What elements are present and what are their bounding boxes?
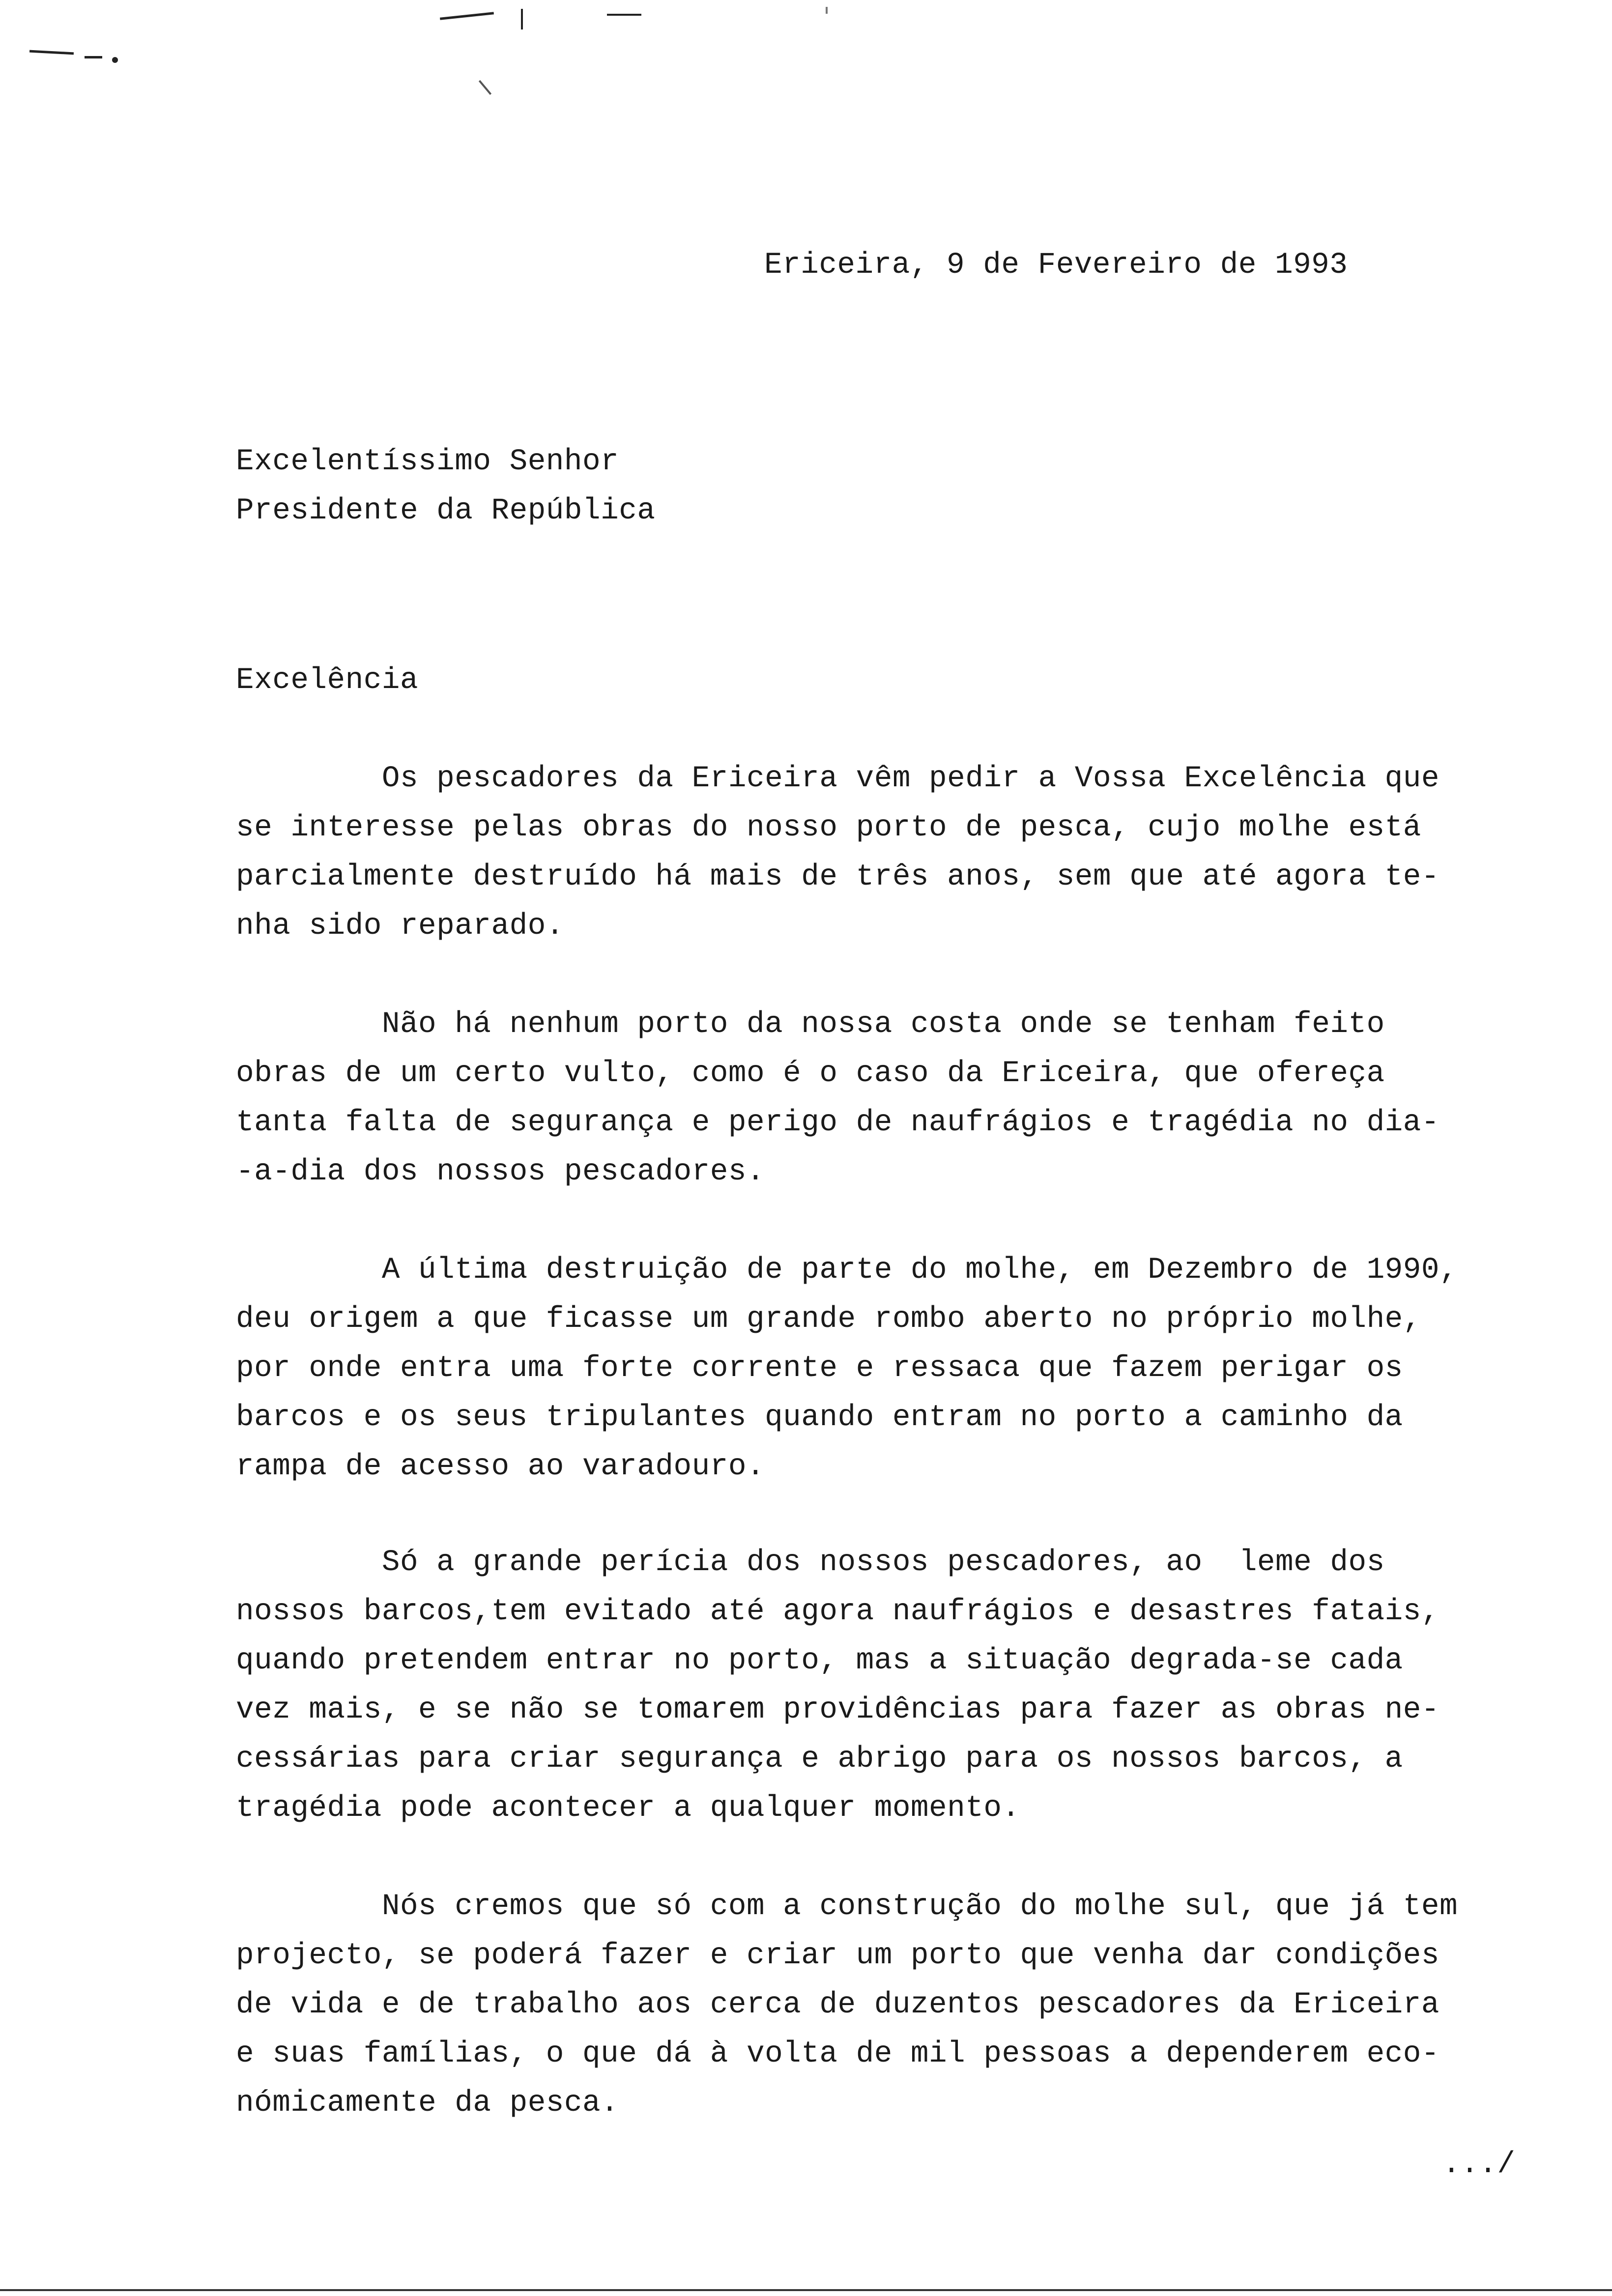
paragraph-line: Nós cremos que só com a construção do molhe sul, que já tem xyxy=(236,1890,1458,1923)
scan-mark xyxy=(440,12,494,20)
paragraph-line: nha sido reparado. xyxy=(236,909,564,943)
scan-mark xyxy=(112,57,118,63)
paragraph-line: -a-dia dos nossos pescadores. xyxy=(236,1155,765,1189)
scan-mark xyxy=(29,50,74,55)
paragraph-line: Não há nenhum porto da nossa costa onde se tenham feito xyxy=(236,1007,1385,1041)
paragraph-line: obras de um certo vulto, como é o caso da Ericeira, que ofereça xyxy=(236,1057,1385,1091)
paragraph-line: tanta falta de segurança e perigo de naufrágios e tragédia no dia- xyxy=(236,1106,1439,1140)
scan-mark xyxy=(607,14,641,16)
paragraph-line: deu origem a que ficasse um grande rombo aberto no próprio molhe, xyxy=(236,1302,1421,1336)
paragraph-line: parcialmente destruído há mais de três anos, sem que até agora te- xyxy=(236,860,1439,894)
paragraph-line: barcos e os seus tripulantes quando entram no porto a caminho da xyxy=(236,1401,1403,1435)
paragraph-line: e suas famílias, o que dá à volta de mil pessoas a dependerem eco- xyxy=(236,2037,1439,2071)
paragraph-line: projecto, se poderá fazer e criar um porto que venha dar condições xyxy=(236,1939,1439,1973)
scan-mark xyxy=(826,7,828,14)
scan-mark xyxy=(85,56,102,58)
paragraph-line: Os pescadores da Ericeira vêm pedir a Vossa Excelência que xyxy=(236,762,1439,796)
paragraph-line: A última destruição de parte do molhe, em Dezembro de 1990, xyxy=(236,1253,1458,1287)
scan-mark xyxy=(521,9,523,29)
paragraph-line: quando pretendem entrar no porto, mas a situação degrada-se cada xyxy=(236,1644,1403,1678)
paragraph-line: cessárias para criar segurança e abrigo para os nossos barcos, a xyxy=(236,1742,1403,1776)
dateline: Ericeira, 9 de Fevereiro de 1993 xyxy=(764,248,1348,282)
addressee-line: Presidente da República xyxy=(236,494,656,528)
paragraph-line: nómicamente da pesca. xyxy=(236,2086,619,2120)
paragraph-line: tragédia pode acontecer a qualquer momento. xyxy=(236,1791,1020,1825)
paragraph-line: Só a grande perícia dos nossos pescadores, ao leme dos xyxy=(236,1546,1385,1579)
scan-edge-line xyxy=(0,2289,1612,2291)
scan-mark xyxy=(479,80,491,95)
addressee-line: Excelentíssimo Senhor xyxy=(236,445,619,479)
paragraph-line: por onde entra uma forte corrente e ressaca que fazem perigar os xyxy=(236,1351,1403,1385)
paragraph-line: vez mais, e se não se tomarem providências para fazer as obras ne- xyxy=(236,1693,1439,1727)
paragraph-line: se interesse pelas obras do nosso porto de pesca, cujo molhe está xyxy=(236,811,1421,845)
continuation-mark: .../ xyxy=(1442,2148,1516,2181)
paragraph-line: rampa de acesso ao varadouro. xyxy=(236,1450,765,1484)
paragraph-line: de vida e de trabalho aos cerca de duzentos pescadores da Ericeira xyxy=(236,1988,1439,2022)
salutation: Excelência xyxy=(236,663,419,697)
paragraph-line: nossos barcos,tem evitado até agora naufrágios e desastres fatais, xyxy=(236,1595,1439,1629)
